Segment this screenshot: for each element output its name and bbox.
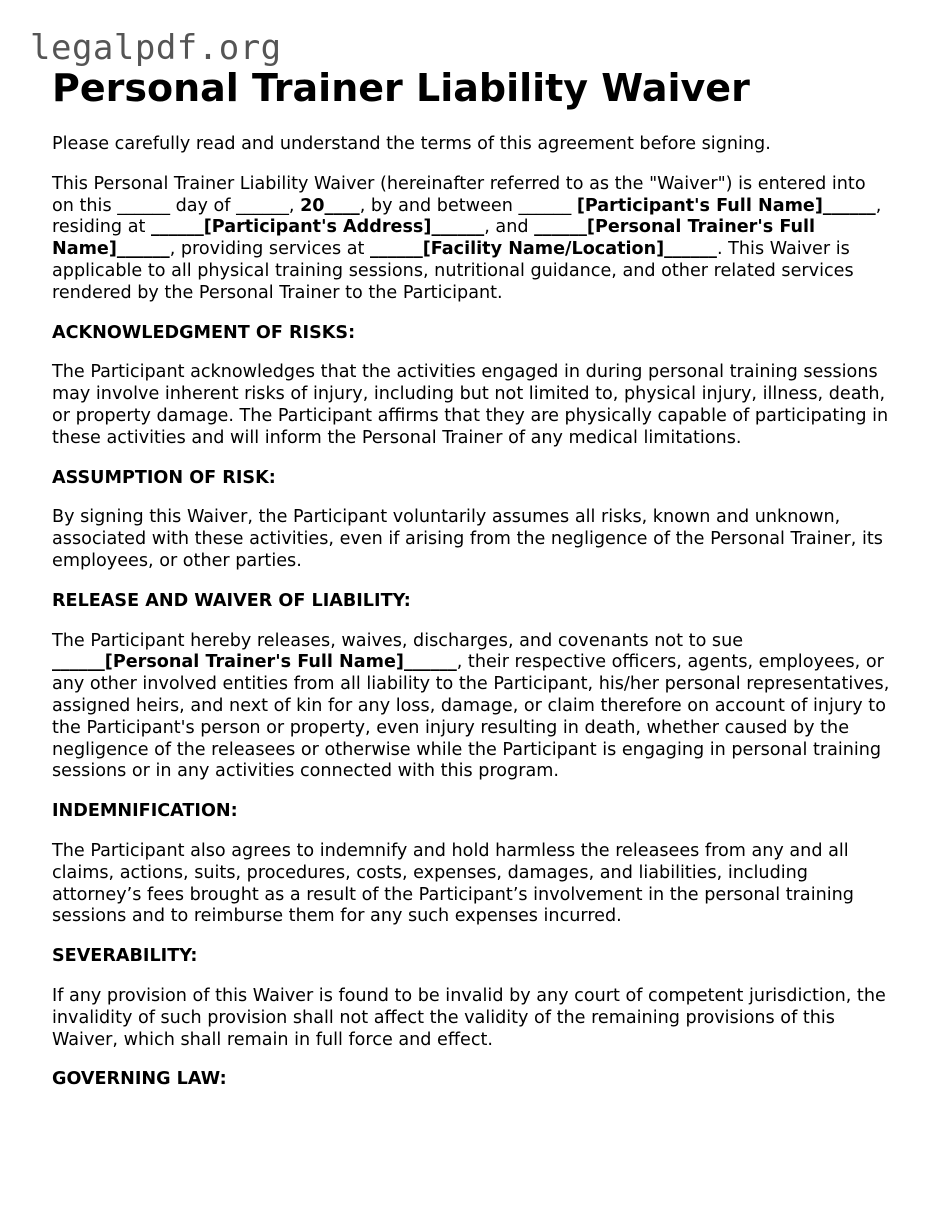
year-blank: 20____ bbox=[300, 195, 360, 216]
facility-field: ______[Facility Name/Location]______ bbox=[369, 239, 717, 260]
opening-text-1: This Personal Trainer Liability Waiver (hereinafter referred to as the "Waiver") is entered into on this ______ day of ______, bbox=[52, 173, 866, 216]
section-body-risks: The Participant acknowledges that the activities engaged in during personal training sessions may involve inherent risks of injury, including but not limited to, physical injury, illness, death, or property damage. The Participant affirms that they are physically capable of participating in these activities and will inform the Personal Trainer of any medical limitations. bbox=[52, 362, 889, 448]
section-heading-indemnification: INDEMNIFICATION: bbox=[52, 801, 238, 822]
watermark: legalpdf.org bbox=[30, 28, 282, 68]
document-title: Personal Trainer Liability Waiver bbox=[52, 66, 750, 110]
opening-text-4: , and bbox=[484, 217, 535, 238]
section-heading-assumption: ASSUMPTION OF RISK: bbox=[52, 467, 276, 488]
section-body-severability: If any provision of this Waiver is found to be invalid by any court of competent jurisdiction, the invalidity of such provision shall not affect the validity of the remaining provisions of this Waiver, which shall remain in full force and effect. bbox=[52, 985, 886, 1050]
release-text-1: The Participant hereby releases, waives, discharges, and covenants not to sue bbox=[52, 630, 744, 651]
section-body-indemnification: The Participant also agrees to indemnify and hold harmless the releasees from any and all claims, actions, suits, procedures, costs, expenses, damages, and liabilities, including attorney’s fees brought as a result of the Participant’s involvement in the personal training sessions and to reimburse them for any such expenses incurred. bbox=[52, 840, 854, 927]
opening-text-3: , residing at bbox=[52, 195, 882, 238]
release-trainer-name-field: ______[Personal Trainer's Full Name]______ bbox=[52, 652, 457, 673]
section-heading-risks: ACKNOWLEDGMENT OF RISKS: bbox=[52, 322, 356, 343]
section-heading-severability: SEVERABILITY: bbox=[52, 946, 198, 967]
release-text-2: , their respective officers, agents, employees, or any other involved entities from all liability to the Participant, his/her personal representatives, assigned heirs, and next of kin for any loss, damage, or claim therefore on account of injury to the Participant's person or property, even injury resulting in death, whether caused by the negligence of the releasees or otherwise while the Participant is engaging in personal training sessions or in any activities connected with this program. bbox=[52, 652, 890, 782]
trainer-name-field: ______[Personal Trainer's Full Name]______ bbox=[52, 217, 816, 260]
opening-paragraph bbox=[52, 174, 890, 305]
section-heading-release: RELEASE AND WAIVER OF LIABILITY: bbox=[52, 590, 411, 611]
opening-text-5: , providing services at bbox=[169, 239, 370, 260]
participant-address-field: ______[Participant's Address]______ bbox=[150, 217, 485, 238]
opening-text-2: , by and between ______ bbox=[359, 195, 577, 216]
document-body bbox=[52, 64, 890, 1091]
participant-name-field: [Participant's Full Name]______ bbox=[576, 195, 876, 216]
section-body-release bbox=[52, 631, 890, 784]
opening-text-6: . This Waiver is applicable to all physical training sessions, nutritional guidance, and other related services rendered by the Personal Trainer to the Participant. bbox=[52, 239, 854, 303]
section-body-assumption: By signing this Waiver, the Participant voluntarily assumes all risks, known and unknown, associated with these activities, even if arising from the negligence of the Personal Trainer, its employees, or other parties. bbox=[52, 507, 883, 571]
intro-paragraph: Please carefully read and understand the terms of this agreement before signing. bbox=[52, 134, 771, 154]
section-heading-governing-law: GOVERNING LAW: bbox=[52, 1069, 227, 1090]
